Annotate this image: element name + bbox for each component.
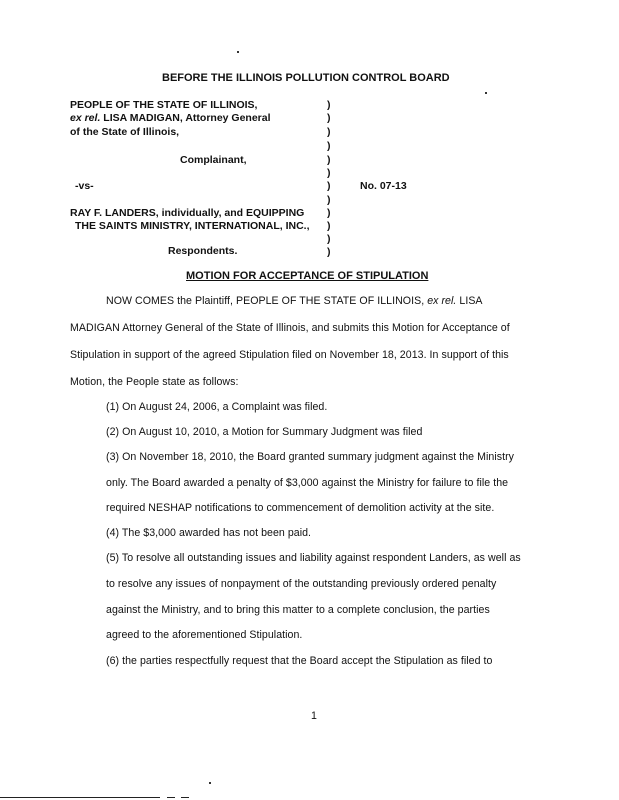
paragraph-1: (1) On August 24, 2006, a Complaint was filed. — [106, 401, 328, 413]
caption-paren: ) — [327, 246, 331, 258]
caption-paren: ) — [327, 126, 331, 138]
intro-line-2: MADIGAN Attorney General of the State of Illinois, and submits this Motion for Acceptance of — [70, 322, 510, 334]
scan-speck — [237, 51, 239, 53]
caption-paren: ) — [327, 112, 331, 124]
plaintiff-line-3: of the State of Illinois, — [70, 126, 180, 138]
intro-line-3: Stipulation in support of the agreed Stipulation filed on November 18, 2013. In support of this — [70, 349, 509, 361]
paragraph-5-line-2: to resolve any issues of nonpayment of the outstanding previously ordered penalty — [106, 578, 497, 590]
scan-speck — [209, 782, 211, 784]
paragraph-3-line-2: only. The Board awarded a penalty of $3,000 against the Ministry for failure to file the — [106, 477, 509, 489]
caption-paren: ) — [327, 140, 331, 152]
paragraph-4: (4) The $3,000 awarded has not been paid. — [106, 527, 312, 539]
intro-text-a: NOW COMES the Plaintiff, PEOPLE OF THE STATE OF ILLINOIS, — [106, 295, 428, 307]
attorney-general-text: LISA MADIGAN, Attorney General — [100, 112, 271, 124]
respondents-label: Respondents. — [168, 245, 238, 257]
case-number: No. 07-13 — [360, 180, 407, 192]
paragraph-5-line-1: (5) To resolve all outstanding issues and liability against respondent Landers, as well as — [106, 552, 521, 564]
paragraph-6-line-1: (6) the parties respectfully request that the Board accept the Stipulation as filed to — [106, 655, 493, 667]
caption-paren: ) — [327, 180, 331, 192]
footer-rule-dash — [181, 797, 189, 798]
paragraph-5-line-4: agreed to the aforementioned Stipulation. — [106, 629, 303, 641]
respondent-line-1: RAY F. LANDERS, individually, and EQUIPPING — [70, 207, 305, 219]
plaintiff-line-1: PEOPLE OF THE STATE OF ILLINOIS, — [70, 99, 258, 111]
versus-label: -vs- — [75, 180, 94, 192]
caption-paren: ) — [327, 167, 331, 179]
caption-paren: ) — [327, 194, 331, 206]
motion-title: MOTION FOR ACCEPTANCE OF STIPULATION — [186, 270, 429, 282]
footer-rule — [0, 797, 160, 798]
board-heading: BEFORE THE ILLINOIS POLLUTION CONTROL BOARD — [162, 72, 450, 84]
scan-speck — [485, 92, 487, 94]
paragraph-5-line-3: against the Ministry, and to bring this matter to a complete conclusion, the parties — [106, 604, 490, 616]
paragraph-3-line-1: (3) On November 18, 2010, the Board granted summary judgment against the Ministry — [106, 451, 514, 463]
plaintiff-line-2 — [70, 112, 271, 124]
caption-paren: ) — [327, 220, 331, 232]
intro-text-b: LISA — [456, 295, 483, 307]
caption-paren: ) — [327, 233, 331, 245]
paragraph-2: (2) On August 10, 2010, a Motion for Summary Judgment was filed — [106, 426, 423, 438]
caption-paren: ) — [327, 207, 331, 219]
footer-rule-dash — [167, 797, 175, 798]
caption-paren: ) — [327, 154, 331, 166]
caption-paren: ) — [327, 99, 331, 111]
respondent-line-2: THE SAINTS MINISTRY, INTERNATIONAL, INC., — [75, 220, 310, 232]
page-number: 1 — [311, 710, 317, 722]
paragraph-3-line-3: required NESHAP notifications to commencement of demolition activity at the site. — [106, 502, 495, 514]
ex-rel-italic: ex rel. — [427, 295, 457, 307]
complainant-label: Complainant, — [180, 154, 247, 166]
ex-rel-label: ex rel. — [70, 112, 101, 124]
intro-line-1 — [106, 295, 483, 307]
intro-line-4: Motion, the People state as follows: — [70, 376, 239, 388]
